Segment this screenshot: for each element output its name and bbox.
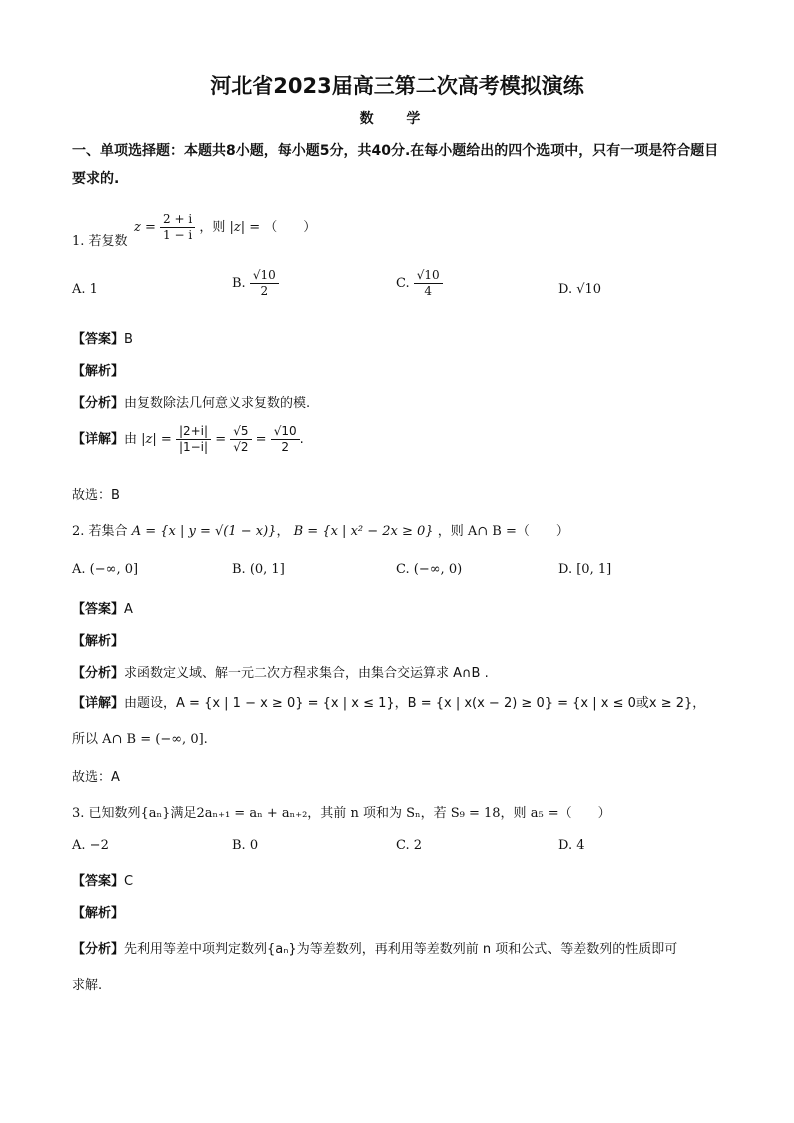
q2-option-d: [558, 562, 611, 577]
analysis-label: 【解析】: [72, 906, 125, 921]
detail-label: 【详解】: [72, 696, 125, 711]
detail-modulus: |z| =: [141, 432, 172, 447]
q2-choice: 故选：A: [72, 770, 120, 785]
q1-fraction-denominator: 1 − i: [163, 228, 193, 242]
option-key: A.: [72, 282, 86, 297]
q2-analysis-label: [72, 630, 124, 649]
q2-separator: ，: [276, 524, 290, 539]
fraction-numerator: |2+i|: [176, 424, 211, 440]
q2-set-a: A = {x | y = √(1 − x)}: [131, 524, 277, 539]
fenxi-label: 【分析】: [72, 396, 125, 411]
analysis-label: 【解析】: [72, 364, 125, 379]
q1-option-b: [232, 268, 279, 299]
fraction-denominator: |1−i|: [178, 440, 209, 454]
q1-fraction: [160, 212, 195, 243]
q2-option-a: [72, 562, 138, 577]
answer-label: 【答案】: [72, 602, 125, 617]
q3-option-c: [396, 838, 422, 853]
subject-heading: 数 学: [359, 111, 435, 127]
q1-option-d: [558, 282, 601, 297]
option-key: D.: [558, 838, 573, 853]
q1-choice: 故选：B: [72, 488, 120, 503]
fenxi-text: 求函数定义域、解一元二次方程求集合，由集合交运算求 A∩B .: [124, 666, 489, 681]
q3-answer: [72, 870, 133, 889]
option-key: A.: [72, 562, 86, 577]
option-value: (−∞, 0]: [89, 562, 139, 577]
option-fraction: [250, 268, 279, 299]
detail-fraction-2: [230, 424, 251, 455]
option-key: B.: [232, 562, 246, 577]
q2-answer: [72, 598, 133, 617]
fenxi-text: 先利用等差中项判定数列{aₙ}为等差数列，再利用等差数列前 n 项和公式、等差数列的性质即可: [124, 942, 678, 957]
option-value: 2: [413, 838, 423, 853]
q1-modulus: |z| =: [229, 220, 261, 235]
option-fraction-denominator: 2: [260, 284, 269, 298]
section-heading: 一、单项选择题：本题共8小题，每小题5分，共40分.在每小题给出的四个选项中，只有一项是符合题目要求的.: [72, 143, 719, 187]
option-key: D.: [558, 282, 573, 297]
q2-fenxi: [72, 662, 489, 681]
answer-label: 【答案】: [72, 874, 125, 889]
answer-value: A: [124, 602, 133, 617]
option-value: (0, 1]: [249, 562, 285, 577]
fraction-numerator: √5: [230, 424, 251, 440]
question-1-prefix: 1. 若复数: [72, 234, 128, 249]
option-value: −2: [89, 838, 109, 853]
q1-analysis-label: [72, 360, 124, 379]
q3-fenxi-continued: 求解.: [72, 978, 103, 993]
answer-label: 【答案】: [72, 332, 125, 347]
q2-set-b: B = {x | x² − 2x ≥ 0}: [293, 524, 434, 539]
option-fraction-denominator: 4: [424, 284, 433, 298]
q2-detail: [72, 692, 705, 711]
detail-label: 【详解】: [72, 432, 125, 447]
option-key: B.: [232, 838, 246, 853]
option-fraction-numerator: √10: [414, 268, 443, 284]
answer-value: B: [124, 332, 133, 347]
fraction-denominator: √2: [233, 440, 249, 454]
q1-option-a: [72, 282, 98, 297]
q1-fenxi: [72, 392, 310, 411]
detail-fraction-1: [176, 424, 211, 455]
detail-end: .: [299, 432, 304, 447]
fenxi-text: 由复数除法几何意义求复数的模.: [124, 396, 311, 411]
option-key: C.: [396, 562, 410, 577]
answer-value: C: [124, 874, 134, 889]
detail-prefix: 由: [124, 432, 138, 447]
option-value: 4: [576, 838, 585, 853]
option-key: C.: [396, 276, 410, 291]
q1-fraction-numerator: 2 + i: [160, 212, 195, 228]
option-value: √10: [576, 282, 602, 297]
option-key: D.: [558, 562, 573, 577]
option-fraction: [414, 268, 443, 299]
question-2-text: [72, 520, 569, 539]
q2-option-b: [232, 562, 285, 577]
q2-conclusion: 所以 A∩ B = (−∞, 0].: [72, 732, 208, 747]
fraction-denominator: 2: [281, 440, 289, 454]
q3-option-a: [72, 838, 109, 853]
q1-z-eq: z =: [134, 220, 156, 235]
option-key: C.: [396, 838, 410, 853]
option-value: 0: [249, 838, 259, 853]
q3-option-b: [232, 838, 258, 853]
fraction-numerator: √10: [271, 424, 300, 440]
fenxi-label: 【分析】: [72, 942, 125, 957]
q1-tail: ，则: [199, 220, 226, 235]
q2-prefix: 2. 若集合: [72, 524, 128, 539]
q1-paren: （ ）: [264, 220, 317, 235]
detail-fraction-3: [271, 424, 300, 455]
page-title: 河北省2023届高三第二次高考模拟演练: [210, 74, 584, 98]
q2-option-c: [396, 562, 462, 577]
option-key: A.: [72, 838, 86, 853]
analysis-label: 【解析】: [72, 634, 125, 649]
option-key: B.: [232, 276, 246, 291]
fenxi-label: 【分析】: [72, 666, 125, 681]
q3-fenxi: [72, 938, 677, 957]
option-value: (−∞, 0): [413, 562, 463, 577]
question-3-text: 3. 已知数列{aₙ}满足2aₙ₊₁ = aₙ + aₙ₊₂，其前 n 项和为 Sₙ，若 S₉ = 18，则 a₅ =（ ）: [72, 806, 611, 821]
q3-analysis-label: [72, 902, 124, 921]
option-value: 1: [89, 282, 98, 297]
question-1-formula: [134, 212, 316, 243]
q1-answer: [72, 328, 133, 347]
q1-option-c: [396, 268, 443, 299]
option-value: [0, 1]: [576, 562, 612, 577]
detail-text: 由题设，A = {x | 1 − x ≥ 0} = {x | x ≤ 1}，B = {x | x(x − 2) ≥ 0} = {x | x ≤ 0或x ≥ 2}，: [124, 696, 706, 711]
q3-option-d: [558, 838, 585, 853]
q2-tail: ，则 A∩ B =（ ）: [437, 524, 569, 539]
option-fraction-numerator: √10: [250, 268, 279, 284]
q1-detail: 【详解】由 |z| = $\frac{|2+i|}{|1-i|}$ = $\frac{√5}{√2}$ = $\frac{√10}{2}$ .: [72, 424, 304, 454]
